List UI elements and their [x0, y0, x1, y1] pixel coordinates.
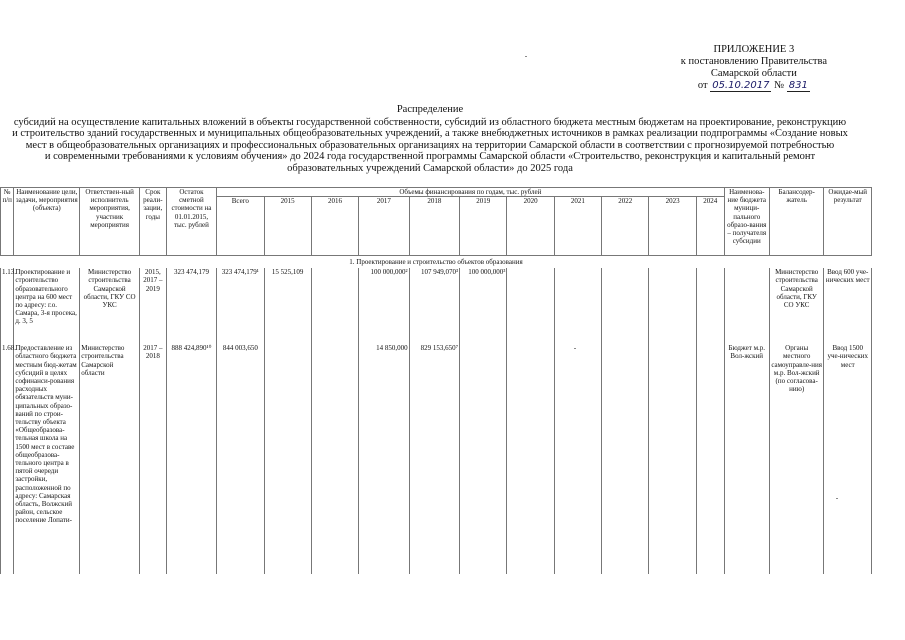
number-label: № — [774, 80, 785, 91]
header-year: 2022 — [602, 197, 649, 256]
scan-speck — [836, 498, 838, 499]
title-line-4: и современными требованиями к условиям обучения» до 2024 года государственной программы Самарской области «Строительство, реконструкция и капитальный ремонт — [44, 151, 816, 163]
row-2018: 829 153,650⁷ — [409, 344, 459, 574]
section-title: 1. Проектирование и строительство объектов образования — [349, 258, 523, 267]
row-executor: Министерство строительства Самарской области, ГКУ СО УКС — [80, 268, 140, 344]
header-year: 2020 — [507, 197, 554, 256]
row-2021 — [554, 344, 601, 574]
header-year: 2017 — [359, 197, 409, 256]
title-line-2: и строительство зданий государственных и муниципальных общеобразовательных учреждений, а также внебюджетных источников в рамках реализации подпрограммы «Создание новых — [12, 128, 848, 140]
title-heading: Распределение — [396, 104, 464, 115]
title-line-1: субсидий на осуществление капитальных вложений в объекты государственной собственности, субсидий из областного бюджета местным бюджетам на проектирование, реконструкцию — [13, 116, 847, 128]
table-row — [1, 268, 872, 344]
row-holder: Органы местного самоуправле-ния м.р. Вол-жский (по согласова-нию) — [769, 344, 824, 574]
row-result: Ввод 600 уче-нических мест — [824, 268, 872, 344]
row-total: 844 003,650 — [217, 344, 264, 574]
row-2016 — [311, 268, 358, 344]
row-2020 — [507, 344, 554, 574]
header-year: 2024 — [696, 197, 724, 256]
annex-date-line — [681, 80, 827, 92]
row-2022 — [602, 268, 649, 344]
row-term: 2017 – 2018 — [139, 344, 166, 574]
row-2021 — [554, 268, 601, 344]
row-2020 — [507, 268, 554, 344]
row-2018: 107 949,070³ — [409, 268, 459, 344]
row-name: Проектирование и строительство образовательного центра на 600 мест по адресу: г.о. Самара, 3-я просека, д. 3, 5 — [14, 268, 80, 344]
row-result: Ввод 1500 уче-нических мест — [824, 344, 872, 574]
header-municipality: Наименова-ние бюджета муници-пального образо-вания – получателя субсидии — [724, 188, 769, 256]
header-volumes: Объемы финансирования по годам, тыс. рублей — [217, 188, 724, 197]
row-2015: 15 525,109 — [264, 268, 311, 344]
row-2015 — [264, 344, 311, 574]
row-holder: Министерство строительства Самарской области, ГКУ СО УКС — [769, 268, 824, 344]
row-name: Предоставление из областного бюджета местным бюд-жетам субсидий в целях софинанси-рования расходных обязательств муни-ципальных образо-ваний по строи-тельству объекта «Общеобразова-тельная школа на 1500 мест в составе общеобразова-тельного центра в пятой очереди застройки, расположенной по адресу: Самарская область, Волжский район, сельское поселение Лопати- — [14, 344, 80, 574]
header-total: Всего — [217, 197, 264, 256]
row-remain: 888 424,890¹⁰ — [166, 344, 216, 574]
table-row — [1, 344, 872, 574]
row-total: 323 474,179¹ — [217, 268, 264, 344]
row-2017: 100 000,000² — [359, 268, 409, 344]
header-year: 2021 — [554, 197, 601, 256]
header-year: 2018 — [409, 197, 459, 256]
header-remain: Остаток сметной стоимости на 01.01.2015, тыс. рублей — [166, 188, 216, 256]
header-year: 2015 — [264, 197, 311, 256]
annex-heading: ПРИЛОЖЕНИЕ 3 — [713, 44, 795, 55]
header-year: 2023 — [649, 197, 696, 256]
scan-speck — [525, 56, 527, 57]
row-2024 — [696, 344, 724, 574]
date-value: 05.10.2017 — [712, 80, 770, 91]
row-municipality: Бюджет м.р. Вол-жский — [724, 344, 769, 574]
section-row — [1, 256, 872, 269]
header-term: Срок реали-зации, годы — [139, 188, 166, 256]
row-municipality — [724, 268, 769, 344]
annex-block — [681, 44, 827, 92]
scan-speck — [574, 348, 576, 349]
header-num: № п/п — [1, 188, 14, 256]
financing-table — [0, 187, 872, 574]
row-2023 — [649, 268, 696, 344]
row-term: 2015, 2017 – 2019 — [139, 268, 166, 344]
header-result: Ожидае-мый результат — [824, 188, 872, 256]
header-holder: Балансодер-жатель — [769, 188, 824, 256]
row-2023 — [649, 344, 696, 574]
header-name: Наименование цели, задачи, мероприятия (объекта) — [14, 188, 80, 256]
header-year: 2019 — [460, 197, 507, 256]
row-2022 — [602, 344, 649, 574]
row-num: 1.13. — [1, 268, 14, 344]
row-num: 1.68. — [1, 344, 14, 574]
header-year: 2016 — [311, 197, 358, 256]
row-executor: Министерство строительства Самарской области — [80, 344, 140, 574]
row-2016 — [311, 344, 358, 574]
row-2019: 100 000,000³ — [460, 268, 507, 344]
annex-region: Самарской области — [710, 68, 797, 79]
number-value: 831 — [788, 80, 808, 91]
annex-subtitle: к постановлению Правительства — [680, 56, 827, 67]
title-line-3: мест в общеобразовательных организациях и профессиональных образовательных организациях на территории Самарской области в соответствии с прогнозируемой потребностью — [25, 139, 835, 151]
header-executor: Ответствен-ный исполнитель мероприятия, участник мероприятия — [80, 188, 140, 256]
title-line-5: образовательных учреждений Самарской области» до 2025 года — [287, 162, 573, 174]
date-prefix: от — [697, 80, 708, 91]
document-title — [0, 104, 860, 175]
row-2019 — [460, 344, 507, 574]
row-2017: 14 850,000 — [359, 344, 409, 574]
row-2024 — [696, 268, 724, 344]
row-remain: 323 474,179 — [166, 268, 216, 344]
